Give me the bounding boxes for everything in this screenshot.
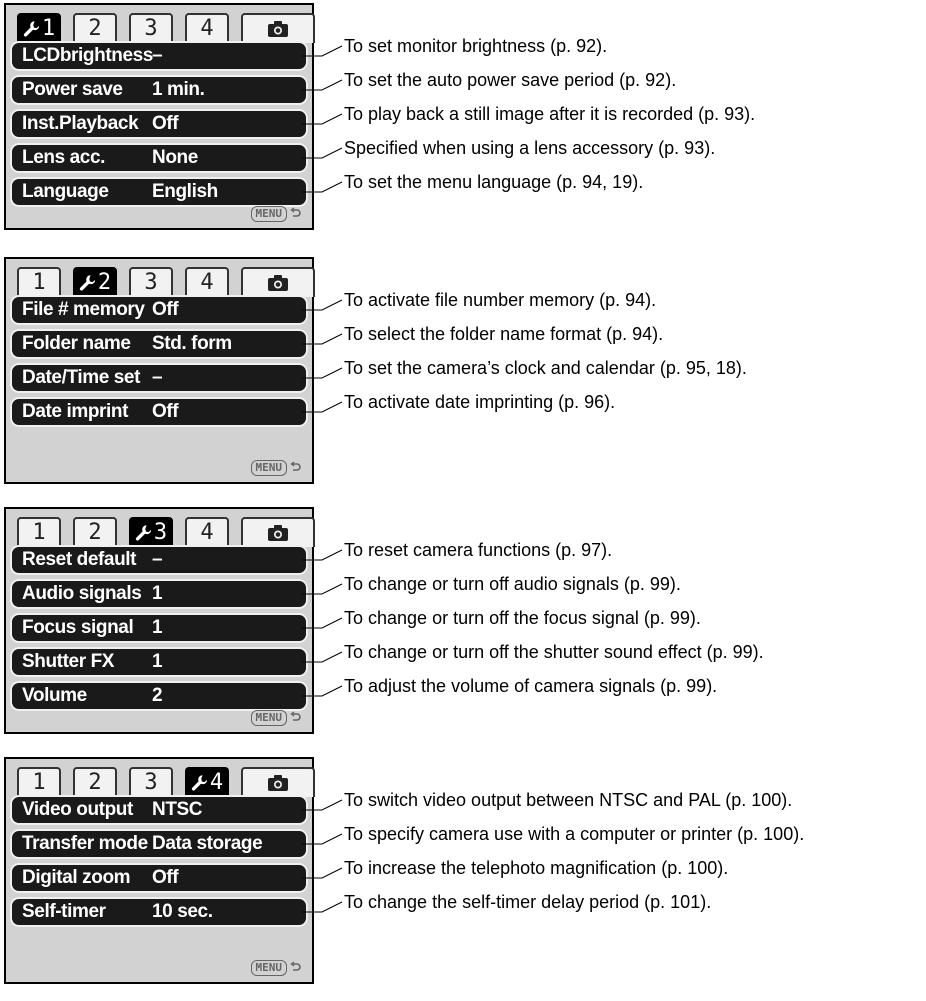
menu-item[interactable]	[10, 613, 308, 643]
menu-item-label: Video output	[22, 799, 133, 820]
wrench-icon	[23, 20, 39, 38]
menu-item[interactable]	[10, 177, 308, 207]
tab-setup-2[interactable]	[73, 767, 117, 797]
tab-label: 1	[41, 16, 56, 41]
menu-list	[10, 795, 308, 931]
menu-item-label: File # memory	[22, 299, 145, 320]
menu-item[interactable]	[10, 579, 308, 609]
tab-label: 3	[153, 520, 168, 545]
menu-item-value: –	[152, 549, 163, 570]
item-description: To activate file number memory (p. 94).	[344, 290, 657, 310]
menu-item[interactable]	[10, 829, 308, 859]
menu-item[interactable]	[10, 329, 308, 359]
item-description: Specified when using a lens accessory (p. 93).	[344, 138, 716, 158]
menu-item-label: Date imprint	[22, 401, 129, 422]
menu-badge: MENU	[251, 460, 288, 476]
camera-icon	[267, 524, 289, 542]
menu-section-2	[0, 254, 926, 488]
item-description: To reset camera functions (p. 97).	[344, 540, 613, 560]
menu-item-label: Transfer mode	[22, 833, 148, 854]
tab-camera[interactable]	[241, 13, 315, 43]
tab-setup-3[interactable]	[129, 767, 173, 797]
tab-setup-4[interactable]	[185, 267, 229, 297]
menu-item-value: Std. form	[152, 333, 232, 354]
item-description: To increase the telephoto magnification (p. 100).	[344, 858, 729, 878]
return-arrow-icon	[290, 461, 302, 476]
menu-item-value: 1	[152, 651, 163, 672]
item-description: To change or turn off the shutter sound effect (p. 99).	[344, 642, 764, 662]
menu-item-label: Focus signal	[22, 617, 134, 638]
menu-item-value: 1 min.	[152, 79, 205, 100]
menu-button-hint	[251, 460, 303, 476]
camera-menu-screen	[4, 507, 314, 734]
camera-menu-screen	[4, 3, 314, 230]
menu-item[interactable]	[10, 647, 308, 677]
menu-item-label: Folder name	[22, 333, 131, 354]
menu-item-value: –	[152, 45, 163, 66]
menu-item[interactable]	[10, 681, 308, 711]
item-description: To set monitor brightness (p. 92).	[344, 36, 608, 56]
tab-label: 4	[200, 16, 214, 41]
tab-camera[interactable]	[241, 517, 315, 547]
tab-setup-4[interactable]	[185, 13, 229, 43]
item-description: To change the self-timer delay period (p. 101).	[344, 892, 712, 912]
menu-item[interactable]	[10, 545, 308, 575]
tab-setup-3[interactable]	[129, 267, 173, 297]
menu-item[interactable]	[10, 397, 308, 427]
camera-menu-screen	[4, 257, 314, 484]
menu-list	[10, 295, 308, 431]
menu-item-label: Date/Time set	[22, 367, 141, 388]
tab-setup-2[interactable]	[73, 517, 117, 547]
item-description: To switch video output between NTSC and PAL (p. 100).	[344, 790, 793, 810]
menu-item-value: 10 sec.	[152, 901, 213, 922]
tab-label: 4	[209, 770, 224, 795]
menu-item[interactable]	[10, 109, 308, 139]
menu-item-value: None	[152, 147, 198, 168]
tab-camera[interactable]	[241, 767, 315, 797]
tab-setup-1[interactable]	[17, 13, 61, 43]
tab-setup-2[interactable]	[73, 267, 117, 297]
menu-item-label: Audio signals	[22, 583, 142, 604]
tab-label: 1	[32, 270, 46, 295]
tab-setup-1[interactable]	[17, 767, 61, 797]
item-description: To change or turn off audio signals (p. 99).	[344, 574, 681, 594]
tab-setup-4[interactable]	[185, 517, 229, 547]
item-description: To set the auto power save period (p. 92).	[344, 70, 677, 90]
wrench-icon	[79, 274, 95, 292]
return-arrow-icon	[290, 711, 302, 726]
tab-setup-2[interactable]	[73, 13, 117, 43]
menu-item-label: LCDbrightness	[22, 45, 153, 66]
menu-item-value: English	[152, 181, 218, 202]
menu-item-label: Volume	[22, 685, 87, 706]
menu-item-value: Off	[152, 299, 179, 320]
camera-icon	[267, 774, 289, 792]
menu-item-label: Shutter FX	[22, 651, 115, 672]
menu-section-1	[0, 0, 926, 234]
menu-item-value: NTSC	[152, 799, 203, 820]
menu-item-label: Language	[22, 181, 109, 202]
tab-camera[interactable]	[241, 267, 315, 297]
tab-label: 2	[88, 520, 102, 545]
return-arrow-icon	[290, 207, 302, 222]
menu-button-hint	[251, 710, 303, 726]
menu-item[interactable]	[10, 75, 308, 105]
menu-section-3	[0, 504, 926, 738]
menu-item-label: Digital zoom	[22, 867, 131, 888]
menu-list	[10, 545, 308, 715]
camera-menu-screen	[4, 757, 314, 984]
tab-label: 1	[32, 770, 46, 795]
item-description: To set the menu language (p. 94, 19).	[344, 172, 644, 192]
menu-item[interactable]	[10, 41, 308, 71]
menu-section-4	[0, 754, 926, 988]
menu-item[interactable]	[10, 897, 308, 927]
tab-label: 4	[200, 270, 214, 295]
tab-label: 3	[144, 16, 158, 41]
menu-item-value: 2	[152, 685, 163, 706]
menu-item-value: 1	[152, 583, 163, 604]
menu-item-label: Lens acc.	[22, 147, 106, 168]
tab-label: 2	[88, 16, 102, 41]
camera-icon	[267, 20, 289, 38]
tab-label: 4	[200, 520, 214, 545]
tab-label: 1	[32, 520, 46, 545]
menu-item[interactable]	[10, 363, 308, 393]
menu-list	[10, 41, 308, 211]
menu-button-hint	[251, 206, 303, 222]
menu-item-value: –	[152, 367, 163, 388]
item-description: To adjust the volume of camera signals (p. 99).	[344, 676, 718, 696]
menu-item[interactable]	[10, 795, 308, 825]
menu-item[interactable]	[10, 143, 308, 173]
tab-label: 3	[144, 270, 158, 295]
tab-setup-1[interactable]	[17, 517, 61, 547]
menu-item-value: Off	[152, 113, 179, 134]
tab-setup-3[interactable]	[129, 13, 173, 43]
menu-item-label: Self-timer	[22, 901, 106, 922]
item-description: To set the camera’s clock and calendar (p. 95, 18).	[344, 358, 747, 378]
tab-label: 2	[88, 770, 102, 795]
tab-label: 3	[144, 770, 158, 795]
item-description: To activate date imprinting (p. 96).	[344, 392, 616, 412]
menu-button-hint	[251, 960, 303, 976]
item-description: To specify camera use with a computer or printer (p. 100).	[344, 824, 805, 844]
menu-item[interactable]	[10, 295, 308, 325]
item-description: To change or turn off the focus signal (p. 99).	[344, 608, 701, 628]
wrench-icon	[191, 774, 207, 792]
menu-item-label: Inst.Playback	[22, 113, 139, 134]
menu-badge: MENU	[251, 710, 288, 726]
menu-item[interactable]	[10, 863, 308, 893]
menu-item-label: Power save	[22, 79, 123, 100]
item-description: To select the folder name format (p. 94).	[344, 324, 664, 344]
tab-label: 2	[97, 270, 112, 295]
tab-setup-1[interactable]	[17, 267, 61, 297]
return-arrow-icon	[290, 961, 302, 976]
menu-item-value: 1	[152, 617, 163, 638]
tab-setup-4[interactable]	[185, 767, 229, 797]
menu-item-value: Off	[152, 401, 179, 422]
item-description: To play back a still image after it is recorded (p. 93).	[344, 104, 756, 124]
wrench-icon	[135, 524, 151, 542]
menu-badge: MENU	[251, 206, 288, 222]
menu-item-value: Data storage	[152, 833, 263, 854]
tab-setup-3[interactable]	[129, 517, 173, 547]
menu-item-label: Reset default	[22, 549, 137, 570]
menu-item-value: Off	[152, 867, 179, 888]
menu-badge: MENU	[251, 960, 288, 976]
camera-icon	[267, 274, 289, 292]
